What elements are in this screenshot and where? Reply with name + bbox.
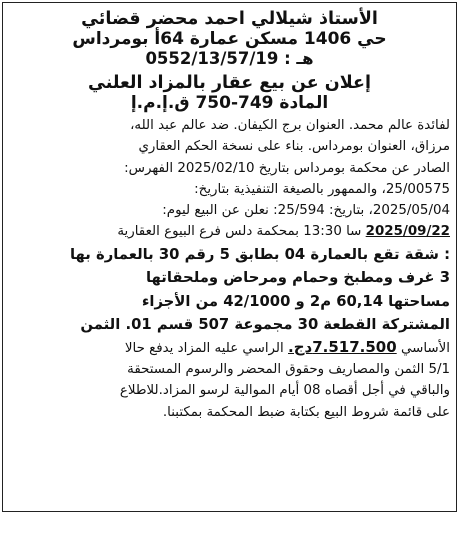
body-line-3: الصادر عن محكمة بومرداس بتاريخ 2025/02/10 الفهرس: bbox=[124, 160, 450, 176]
base-price: 7.517.500دج. bbox=[288, 337, 397, 356]
property-line-2: 3 غرف ومطبخ وحمام ومرحاض وملحقاتها bbox=[145, 269, 450, 287]
price-terms: الراسي عليه المزاد يدفع حالا bbox=[124, 340, 284, 356]
body-line-14: على قائمة شروط البيع بكتابة ضبط المحكمة بمكتبنا. bbox=[162, 404, 450, 420]
body-line-2: مرزاق، العنوان بومرداس. بناء على نسخة الحكم العقاري bbox=[138, 139, 450, 155]
property-line-3: مساحتها 60,14 م2 و 42/1000 من الأجزاء bbox=[141, 292, 450, 310]
body-line-6 bbox=[9, 221, 450, 242]
lawyer-address: حي 1406 مسكن عمارة 64أ بومرداس bbox=[72, 29, 387, 49]
sale-time-place: سا 13:30 بمحكمة دلس فرع البيوع العقارية bbox=[117, 224, 362, 240]
notice-body bbox=[9, 115, 450, 423]
phone-prefix: هـ : bbox=[284, 49, 314, 68]
notice-title: إعلان عن بيع عقار بالمزاد العلني bbox=[88, 73, 371, 93]
property-line-4: المشتركة القطعة 30 مجموعة 507 قسم 01. الثمن bbox=[80, 316, 450, 334]
price-line bbox=[9, 337, 450, 359]
body-line-1: لفائدة عالم محمد. العنوان برج الكيفان. ضد عالم عبد الله، bbox=[130, 118, 450, 133]
price-label: الأساسي bbox=[400, 340, 450, 356]
auction-notice bbox=[2, 2, 457, 512]
phone-number: 0552/13/57/19 bbox=[145, 49, 279, 68]
body-line-13: والباقي في أجل أقصاه 08 أيام الموالية لرسو المزاد.للاطلاع bbox=[119, 383, 450, 399]
body-line-4: 25/00575، والممهور بالصيغة التنفيذية بتاريخ: bbox=[194, 181, 450, 197]
property-line-1: : شقة تقع بالعمارة 04 بطابق 5 رقم 30 بالعمارة بها bbox=[69, 245, 450, 263]
lawyer-phone bbox=[9, 49, 450, 69]
sale-date: 2025/09/22 bbox=[365, 224, 450, 240]
body-line-5: 2025/05/04، بتاريخ: 25/594: نعلن عن البيع ليوم: bbox=[162, 203, 450, 219]
body-line-12: 5/1 الثمن والمصاريف وحقوق المحضر والرسوم المستحقة bbox=[127, 362, 450, 378]
notice-article: المادة 749-750 ق.إ.م.إ bbox=[130, 93, 329, 113]
lawyer-name: الأستاذ شيلالي احمد محضر قضائي bbox=[81, 9, 378, 29]
